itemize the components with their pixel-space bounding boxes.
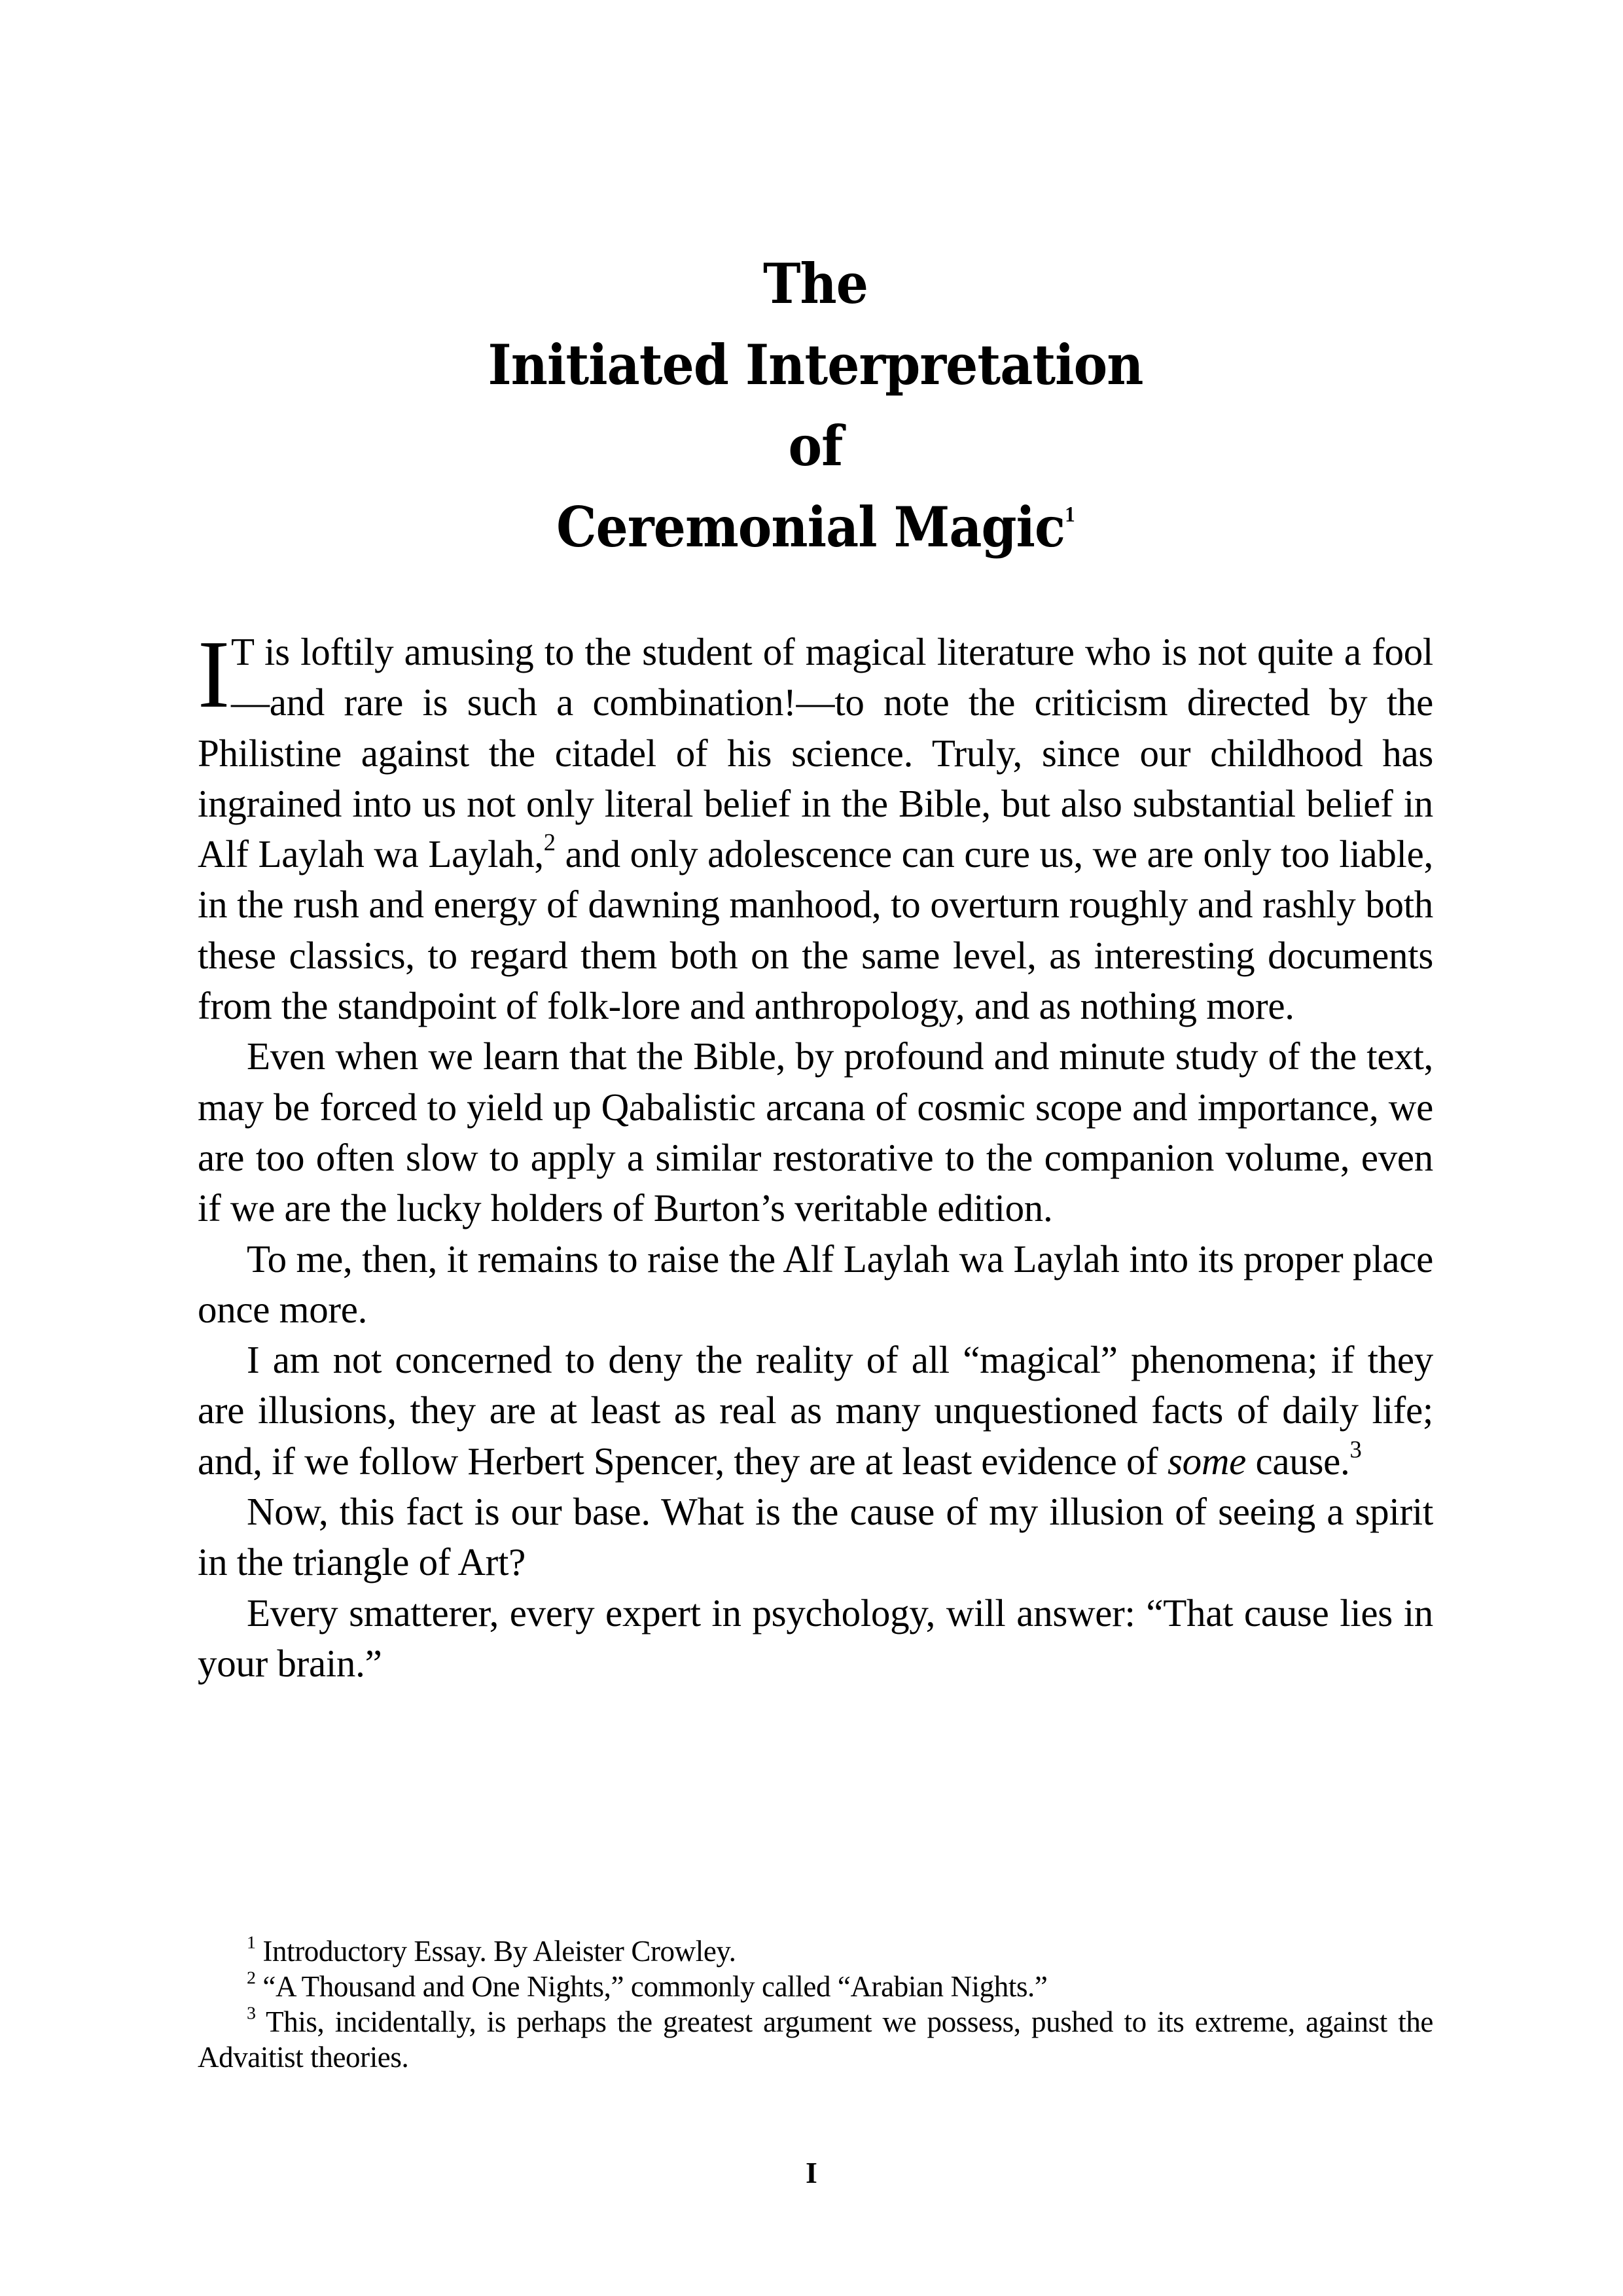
paragraph-4-part-2: cause. <box>1246 1439 1350 1483</box>
emphasis-some: some <box>1167 1439 1247 1483</box>
title-line-the: The <box>762 251 868 316</box>
paragraph-1 <box>198 621 1433 1031</box>
footnote-text: This, incidentally, is perhaps the greatest argument we possess, pushed to its extreme, against the Advaitist theories. <box>198 2005 1433 2074</box>
title-text: Ceremonial Magic <box>556 495 1065 559</box>
footnote-text: “A Thousand and One Nights,” commonly called “Arabian Nights.” <box>262 1970 1048 2003</box>
footnote-3 <box>198 2004 1433 2075</box>
page-number: I <box>806 2156 817 2189</box>
footnote-marker: 3 <box>247 2003 256 2024</box>
title-line-of: of <box>788 414 843 478</box>
footnotes <box>198 1934 1433 2075</box>
footnote-marker: 2 <box>247 1968 256 1988</box>
footnote-text: Introductory Essay. By Aleister Crowley. <box>262 1935 736 1968</box>
footnote-1 <box>198 1934 1433 1969</box>
paragraph-4-part-1: I am not concerned to deny the reality of all “magical” phenomena; if they are illusions, they are at least as real as many unquestioned facts of daily life; and, if we follow Herbert Spencer, they are at least evidence of <box>198 1338 1433 1483</box>
footnote-ref-2: 2 <box>543 828 556 856</box>
footnote-marker: 1 <box>247 1932 256 1953</box>
paragraph-1-part-1: T is loftily amusing to the student of magical literature who is not quite a fool—and rare is such a combination!—to note the criticism directed by the Philistine against the citadel of his science. Truly, since our childhood has ingrained into us not only literal belief in the Bible, but also substantial belief in Alf Laylah wa Laylah, <box>198 630 1433 876</box>
chapter-title <box>198 243 1433 568</box>
paragraph-5: Now, this fact is our base. What is the cause of my illusion of seeing a spirit in the triangle of Art? <box>198 1490 1433 1584</box>
paragraph-6: Every smatterer, every expert in psychology, will answer: “That cause lies in your brain.” <box>198 1591 1433 1685</box>
title-line-initiated-interpretation: Initiated Interpretation <box>488 332 1143 397</box>
paragraph-3: To me, then, it remains to raise the Alf Laylah wa Laylah into its proper place once more. <box>198 1237 1433 1331</box>
footnote-ref-1: 1 <box>1065 503 1075 527</box>
body-text <box>198 621 1433 1689</box>
footnote-2 <box>198 1969 1433 2004</box>
drop-cap: I <box>198 621 230 728</box>
paragraph-2: Even when we learn that the Bible, by profound and minute study of the text, may be forced to yield up Qabalistic arcana of cosmic scope and importance, we are too often slow to apply a similar restorative to the companion volume, even if we are the lucky holders of Burton’s veritable edition. <box>198 1034 1433 1230</box>
paragraph-4 <box>198 1335 1433 1487</box>
paragraph-1-part-2: and only adolescence can cure us, we are only too liable, in the rush and energy of dawning manhood, to overturn roughly and rashly both these classics, to regard them both on the same level, as interesting documents from the standpoint of folk-lore and anthropology, and as nothing more. <box>198 832 1433 1028</box>
title-line-ceremonial-magic <box>247 487 1384 568</box>
footnote-ref-3: 3 <box>1349 1436 1362 1463</box>
